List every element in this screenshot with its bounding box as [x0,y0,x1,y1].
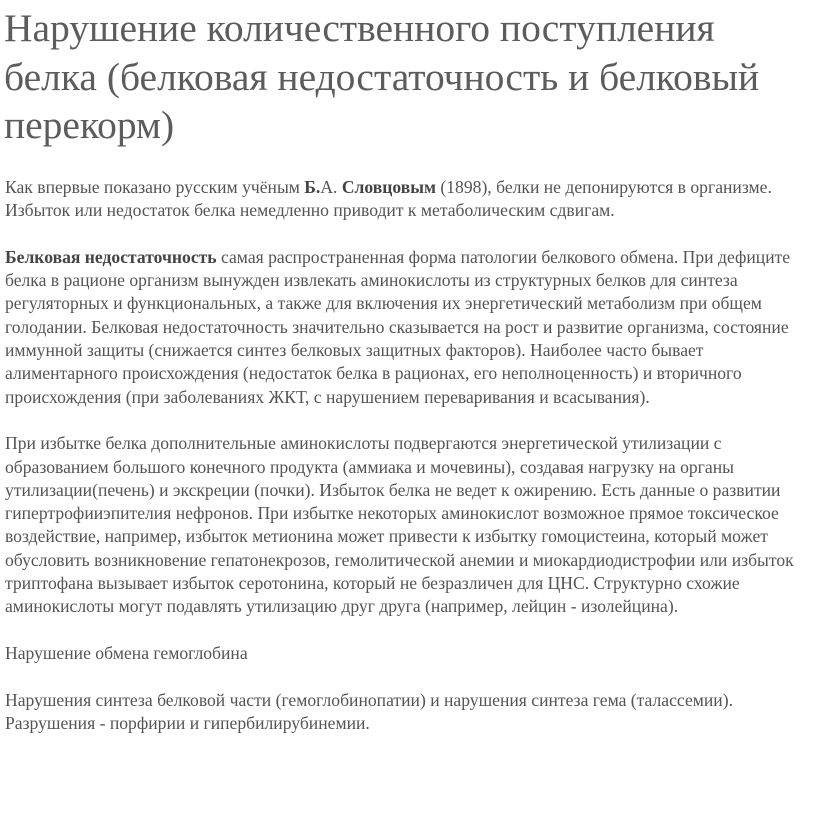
author-initial-a: А. [320,177,342,197]
paragraph-intro [5,176,813,223]
protein-deficiency-text: самая распространенная форма патологии белкового обмена. При дефиците белка в рационе организм вынужден извлекать аминокислоты из структурных белков для синтеза регуляторных и функциональных, а также для включения их энергетический метаболизм при общем голодании. Белковая недостаточность значительно сказывается на рост и развитие организма, состояние иммунной защиты (снижается синтез белковых защитных факторов). Наиболее часто бывает алиментарного происхождения (недостаток белка в рационах, его неполноценность) и вторичного происхождения (при заболеваниях ЖКТ, с нарушением переваривания и всасывания). [5,246,791,407]
term-protein-deficiency: Белковая недостаточность [5,246,217,267]
intro-text-end: (1898), белки не депонируются в организме. Избыток или недостаток белка немедленно приводит к метаболическим сдвигам. [5,177,772,221]
paragraph-protein-deficiency [5,246,813,409]
slide-title: Нарушение количественного поступления белка (белковая недостаточность и белковый перекорм) [4,6,760,147]
paragraph-hemoglobin-heading: Нарушение обмена гемоглобина [5,642,248,663]
author-surname: Словцовым [341,177,436,197]
slide-body [5,176,813,758]
intro-text-start: Как впервые показано русским учёным [5,177,305,197]
paragraph-protein-excess: При избытке белка дополнительные аминокислоты подвергаются энергетической утилизации с образованием большого конечного продукта (аммиака и мочевины), создавая нагрузку на органы утилизации(печень) и экскреции (почки). Избыток белка не ведет к ожирению. Есть данные о развитии гипертрофииэпителия нефронов. При избытке некоторых аминокислот возможное прямое токсическое воздействие, например, избыток метионина может привести к избытку гомоцистеина, который может обусловить возникновение гепатонекрозов, гемолитической анемии и миокардиодистрофии или избыток триптофана вызывает избыток серотонина, который не безразличен для ЦНС. Структурно схожие аминокислоты могут подавлять утилизацию друг друга (например, лейцин - изолейцина). [5,433,794,617]
author-initial-b: Б. [304,177,321,197]
paragraph-hemoglobin-disorders: Нарушения синтеза белковой части (гемоглобинопатии) и нарушения синтеза гема (талассемии). Разрушения - порфирии и гипербилирубинемии. [5,689,733,733]
